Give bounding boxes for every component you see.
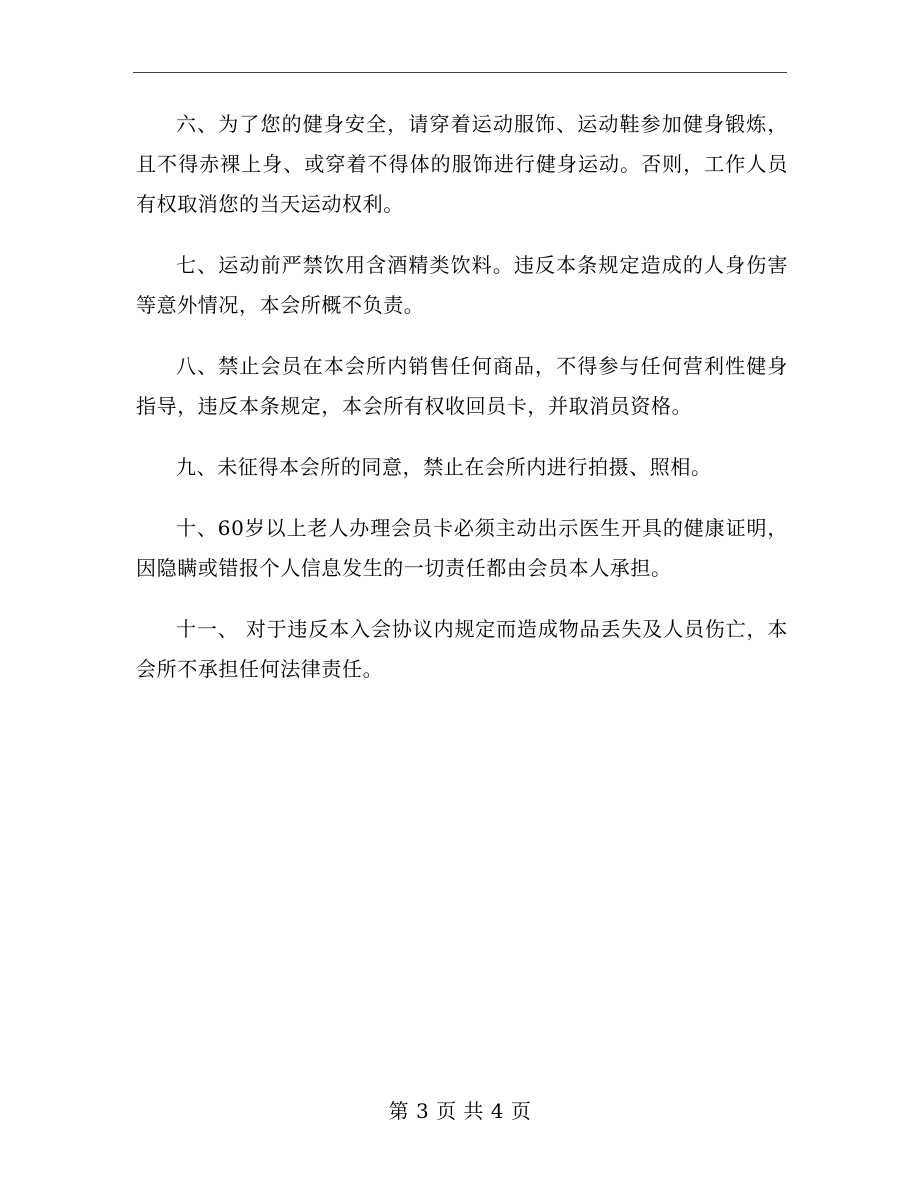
rule-paragraph-10: 十、60岁以上老人办理会员卡必须主动出示医生开具的健康证明，因隐瞒或错报个人信息发生的一切责任都由会员本人承担。: [136, 516, 788, 580]
rule-paragraph-8: 八、禁止会员在本会所内销售任何商品，不得参与任何营利性健身指导，违反本条规定，本会所有权收回员卡，并取消员资格。: [136, 354, 788, 418]
header-rule: [133, 72, 787, 73]
page-number-footer: 第 3 页 共 4 页: [388, 1099, 532, 1123]
rule-paragraph-11: 十一、 对于违反本入会协议内规定而造成物品丢失及人员伤亡，本会所不承担任何法律责任。: [136, 617, 788, 681]
rule-paragraph-9: 九、未征得本会所的同意，禁止在会所内进行拍摄、照相。: [176, 455, 712, 479]
rule-paragraph-7: 七、运动前严禁饮用含酒精类饮料。违反本条规定造成的人身伤害等意外情况，本会所概不负责。: [136, 253, 788, 317]
document-body: [136, 104, 788, 710]
rule-paragraph-6: 六、为了您的健身安全，请穿着运动服饰、运动鞋参加健身锻炼，且不得赤裸上身、或穿着不得体的服饰进行健身运动。否则，工作人员有权取消您的当天运动权利。: [136, 112, 788, 216]
